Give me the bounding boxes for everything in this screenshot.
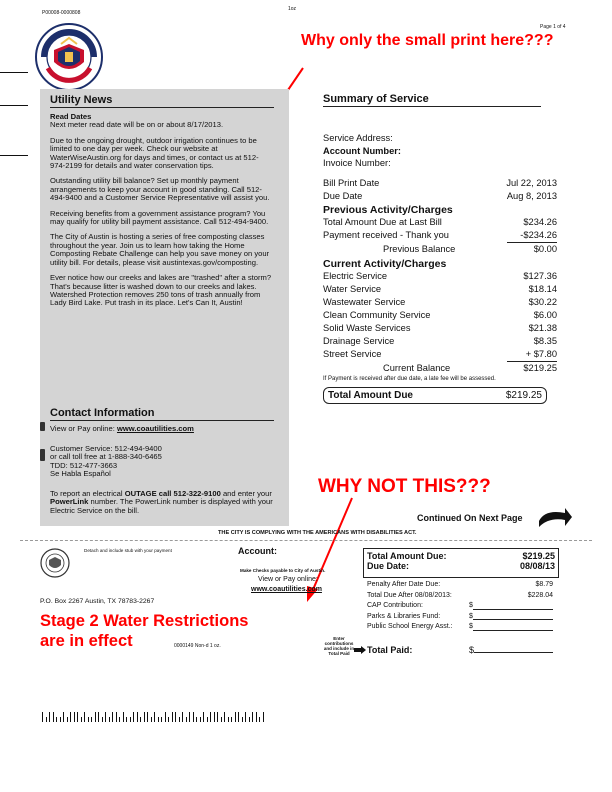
barcode-bar (161, 717, 162, 722)
barcode-bar (46, 717, 47, 722)
row-label: Drainage Service (323, 335, 395, 346)
city-of-austin-logo (34, 22, 104, 92)
utility-news-panel (40, 89, 289, 526)
barcode-bar (102, 717, 103, 722)
row-label: Wastewater Service (323, 296, 406, 307)
contribution-row (367, 601, 553, 612)
summary-title: Summary of Service (323, 93, 541, 107)
barcode-bar (91, 717, 92, 722)
barcode-bar (175, 712, 176, 722)
stub-logo (40, 548, 70, 578)
barcode-bar (256, 712, 257, 722)
barcode-bar (200, 717, 201, 722)
row-value: $234.26 (523, 216, 557, 227)
contribution-row (367, 612, 553, 623)
stub-mailing-address: P.O. Box 2267 Austin, TX 78783-2267 (40, 598, 155, 605)
news-paragraph: Ever notice how our creeks and lakes are "trashed" after a storm? That's because litter is washed down to our creeks and lakes. Watershed Protection removes 250 tons of trash annually from Lady Bird Lake. Put trash in its place. Let's Can It, Austin! (50, 273, 272, 308)
contact-line: TDD: 512-477-3663 (50, 460, 118, 470)
stub-amount-box (363, 548, 559, 578)
computer-icon (40, 422, 45, 431)
barcode-bar (109, 717, 110, 722)
barcode-bar (112, 712, 113, 722)
barcode-bar (130, 717, 131, 722)
total-paid-label: Total Paid: (367, 645, 413, 655)
stub-total-due-row (364, 549, 558, 561)
enter-contributions-note: Enter contributions and include in Total Paid (323, 636, 355, 656)
barcode-bar (133, 712, 134, 722)
charge-row (323, 348, 557, 361)
barcode-bar (252, 712, 253, 722)
row-value: $ (469, 602, 473, 609)
contact-phone-lines (50, 445, 275, 479)
barcode-bar (123, 712, 124, 722)
barcode-bar (242, 717, 243, 722)
row-value: $219.25 (522, 551, 555, 561)
barcode-bar (147, 712, 148, 722)
row-label: Current Balance (383, 362, 451, 373)
previous-activity-title: Previous Activity/Charges (323, 203, 453, 216)
barcode-bar (42, 712, 43, 722)
contact-title: Contact Information (50, 407, 274, 421)
stub-account-label: Account: (238, 546, 277, 556)
continued-label: Continued On Next Page (417, 513, 523, 523)
total-paid-row (367, 645, 553, 655)
charge-row (323, 296, 557, 309)
barcode-bar (119, 717, 120, 722)
row-value: Aug 8, 2013 (506, 190, 557, 201)
row-value: $ (469, 623, 473, 630)
barcode-bar (137, 712, 138, 722)
row-value: 08/08/13 (519, 561, 555, 571)
barcode-bar (116, 712, 117, 722)
barcode-bar (126, 717, 127, 722)
row-value: $0.00 (533, 243, 557, 254)
row-label: Solid Waste Services (323, 322, 411, 333)
barcode-bar (203, 712, 204, 722)
news-paragraph: Due to the ongoing drought, outdoor irrigation continues to be limited to one day per week. Check our website at WaterWiseAustin.org for days and times, or contact us at 512-974-2199 for details and water conservation tips. (50, 135, 259, 171)
previous-balance-row (323, 243, 557, 256)
current-balance-row (323, 362, 557, 375)
news-paragraph: Receiving benefits from a government assistance program? You may qualify for utility bill payment assistance. Call 512-494-9400. (50, 208, 269, 227)
annotation-stage2-line1: Stage 2 Water Restrictions (40, 612, 249, 630)
barcode-bar (63, 712, 64, 722)
contribution-field[interactable] (473, 612, 553, 621)
row-label: Electric Service (323, 270, 388, 281)
barcode-bar (56, 717, 57, 722)
powerlink-label: PowerLink (50, 497, 89, 507)
row-label: Due Date (323, 190, 363, 201)
invoice-number-label: Invoice Number: (323, 158, 391, 168)
row-label: Street Service (323, 348, 382, 359)
total-due-value: $219.25 (505, 389, 542, 401)
service-address-label: Service Address: (323, 133, 393, 143)
barcode-bar (74, 712, 75, 722)
barcode-bar (210, 712, 211, 722)
barcode-bar (84, 712, 85, 722)
margin-mark (0, 105, 28, 106)
row-label: Water Service (323, 283, 382, 294)
contribution-field[interactable] (473, 622, 553, 631)
barcode-bar (140, 717, 141, 722)
barcode-bar (172, 712, 173, 722)
read-dates-title: Read Dates (50, 112, 92, 121)
charge-row (323, 309, 557, 322)
after-due-row (367, 591, 553, 602)
barcode-bar (224, 712, 225, 722)
checks-payable-note: Make Checks payable to City of Austin. (240, 568, 326, 573)
row-value: $219.25 (523, 362, 557, 373)
utility-news-title: Utility News (50, 94, 274, 108)
late-fee-note: If Payment is received after due date, a late fee will be assessed. (323, 375, 496, 382)
contact-line: Customer Service: 512-494-9400 (50, 444, 162, 453)
barcode-bar (245, 712, 246, 722)
barcode-bar (179, 717, 180, 722)
barcode-bar (249, 717, 250, 722)
barcode-bar (81, 717, 82, 722)
row-label: Payment received - Thank you (323, 229, 449, 240)
contact-line: Se Habla Español (50, 469, 111, 479)
row-label: Parks & Libraries Fund: (367, 612, 441, 620)
row-value: $228.04 (527, 591, 553, 599)
center-code: 1oz (288, 6, 297, 12)
barcode-bar (95, 712, 96, 722)
barcode-bar (238, 712, 239, 722)
row-label: Total Amount Due: (367, 551, 447, 561)
contribution-field[interactable] (473, 601, 553, 610)
row-label: CAP Contribution: (367, 602, 423, 609)
barcode-bar (154, 712, 155, 722)
barcode-bar (98, 712, 99, 722)
next-page-arrow-icon (535, 507, 573, 529)
phone-icon (40, 449, 45, 461)
utility-news-body (50, 113, 272, 315)
ada-notice: THE CITY IS COMPLYING WITH THE AMERICANS WITH DISABILITIES ACT. (218, 530, 417, 536)
charge-row (323, 283, 557, 296)
row-value: $6.00 (533, 309, 557, 320)
contribution-row (367, 622, 553, 633)
news-paragraph: The City of Austin is hosting a series of free composting classes throughout the year. Join us to learn how taking the Home Composting Rebate Challenge can help you save money on your utility bill. For details, please visit austintexas.gov/composting. (50, 232, 270, 267)
perforation-line (20, 540, 592, 541)
row-label: Public School Energy Asst.: (367, 623, 453, 630)
contact-online (50, 425, 275, 433)
charge-row (323, 229, 557, 242)
row-label: Penalty After Date Due: (367, 581, 441, 588)
total-paid-field[interactable] (474, 645, 553, 653)
bill-print-row (323, 177, 557, 190)
account-number-label: Account Number: (323, 145, 401, 156)
stub-code-line: 0000149 Non-d 1 oz. (174, 643, 221, 649)
barcode-bar (151, 717, 152, 722)
row-value: Jul 22, 2013 (506, 177, 557, 188)
barcode-bar (77, 712, 78, 722)
outage-text: and enter your (220, 489, 272, 498)
arrow-right-icon (354, 646, 366, 654)
outage-note (50, 490, 275, 515)
row-value: $21.38 (528, 322, 557, 333)
barcode-bar (196, 717, 197, 722)
charge-row (323, 270, 557, 283)
stub-due-date-row (364, 561, 558, 571)
row-value: $ (469, 645, 475, 655)
barcode-bar (70, 712, 71, 722)
barcode-bar (60, 717, 61, 722)
row-label: Clean Community Service (323, 309, 431, 320)
row-value: $18.14 (528, 283, 557, 294)
detach-note: Detach and include stub with your payment (84, 548, 172, 553)
online-prefix: View or Pay online: (50, 424, 117, 433)
barcode-bar (53, 712, 54, 722)
row-value: -$234.26 (520, 229, 557, 240)
row-label: Previous Balance (383, 243, 456, 254)
barcode-bar (88, 717, 89, 722)
barcode-bar (168, 717, 169, 722)
row-label: Total Due After 08/08/2013: (367, 591, 452, 599)
stub-penalty-block (367, 580, 553, 633)
row-value: $ (469, 612, 473, 620)
charge-row (323, 335, 557, 348)
barcode-bar (207, 717, 208, 722)
outage-text: To report an electrical (50, 489, 125, 498)
row-value: + $7.80 (525, 348, 557, 359)
document-code: P00008-0000808 (42, 10, 81, 16)
barcode-bar (221, 717, 222, 722)
barcode-bar (263, 712, 264, 722)
stub-utilities-link[interactable]: www.coautilities.com (251, 586, 322, 593)
margin-mark (0, 155, 28, 156)
barcode-bar (186, 717, 187, 722)
barcode-bar (182, 712, 183, 722)
news-paragraph: Outstanding utility bill balance? Set up monthly payment arrangements to keep your account in good standing. Call 512-494-9400 and a Customer Service Representative will assist you. (50, 176, 270, 203)
margin-mark (0, 72, 28, 73)
annotation-stage2-line2: are in effect (40, 632, 133, 650)
barcode-bar (259, 717, 260, 722)
barcode-bar (193, 712, 194, 722)
barcode-bar (217, 712, 218, 722)
barcode-bar (144, 712, 145, 722)
annotation-top: Why only the small print here??? (301, 32, 554, 49)
utilities-link[interactable]: www.coautilities.com (116, 424, 194, 433)
barcode-bar (105, 712, 106, 722)
charge-row (323, 216, 557, 229)
penalty-row (367, 580, 553, 591)
barcode-bar (189, 712, 190, 722)
outage-text: number. The PowerLink number is displayed with your Electric Service on the bill. (50, 497, 273, 515)
row-value: $8.79 (535, 581, 553, 588)
row-value: $127.36 (523, 270, 557, 281)
row-label: Bill Print Date (323, 177, 380, 188)
news-paragraph: Next meter read date will be on or about 8/17/2013. (50, 120, 224, 130)
barcode-bar (231, 717, 232, 722)
barcode-bar (235, 712, 236, 722)
annotation-middle: WHY NOT THIS??? (318, 476, 491, 497)
page-number: Page 1 of 4 (540, 24, 566, 30)
row-value: $30.22 (528, 296, 557, 307)
barcode-bar (67, 717, 68, 722)
charge-row (323, 322, 557, 335)
row-label: Due Date: (367, 561, 410, 571)
total-due-label: Total Amount Due (328, 389, 413, 401)
barcode-bar (165, 712, 166, 722)
due-date-row (323, 190, 557, 203)
outage-phone: OUTAGE call 512-322-9100 (124, 489, 221, 498)
row-value: $8.35 (533, 335, 557, 346)
contact-line: or call toll free at 1-888-340-6465 (50, 452, 162, 462)
postal-barcode (42, 712, 272, 722)
view-pay-online: View or Pay online: (258, 576, 318, 583)
barcode-bar (158, 717, 159, 722)
current-activity-title: Current Activity/Charges (323, 257, 447, 270)
barcode-bar (214, 712, 215, 722)
barcode-bar (49, 712, 50, 722)
total-amount-due-box (323, 387, 547, 404)
row-label: Total Amount Due at Last Bill (323, 216, 442, 227)
barcode-bar (228, 717, 229, 722)
summary-of-service (323, 93, 557, 404)
